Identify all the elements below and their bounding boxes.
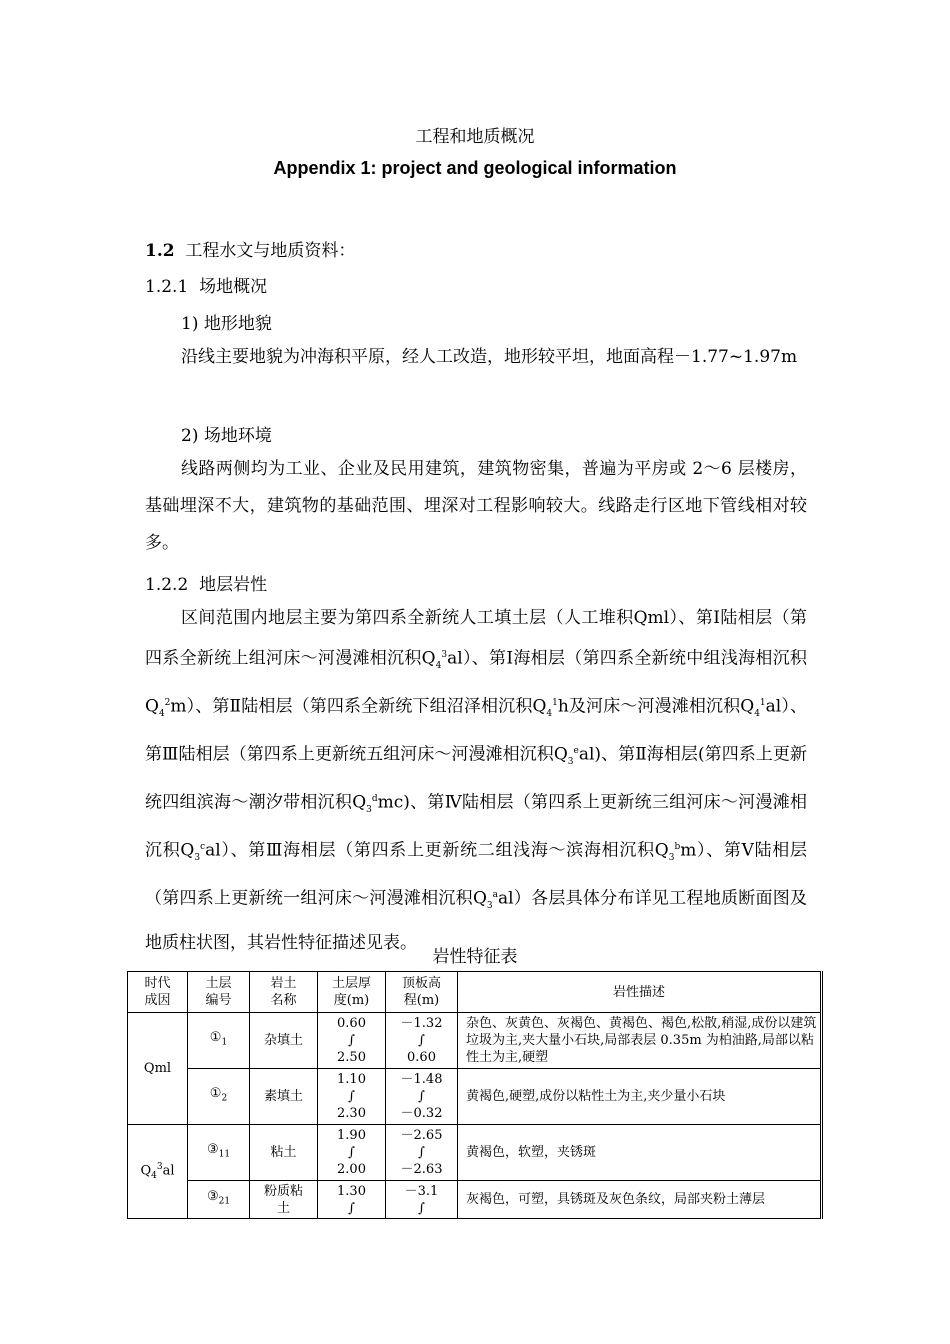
paragraph-strata: 区间范围内地层主要为第四系全新统人工填土层（人工堆积Qml）、第Ⅰ陆相层（第四系全新统上组河床～河漫滩相沉积$Q_4^3al$）、第Ⅰ海相层（第四系全新统中组浅海相沉积$Q_4^2m$）、第Ⅱ陆相层（第四系全新统下组沼泽相沉积$Q_4^1h$及河床～河漫滩相沉积$Q_4^1al$）、第Ⅲ陆相层（第四系上更新统五组河床～河漫滩相沉积$Q_3^eal$)、第Ⅱ海相层(第四系上更新统四组滨海～潮汐带相沉积$Q_3^dmc$)、第Ⅳ陆相层（第四系上更新统三组河床～河漫滩相沉积$Q_3^cal$）、第Ⅲ海相层（第四系上更新统二组浅海～滨海相沉积$Q_3^bm$）、第Ⅴ陆相层（第四系上更新统一组河床～河漫滩相沉积$Q_3^aal$）各层具体分布详见工程地质断面图及地质柱状图，其岩性特征描述见表。 <box>145 608 808 954</box>
section-number: 1.2 <box>145 241 175 261</box>
section-heading-1-2-2: 1.2.2 地层岩性 <box>145 575 268 595</box>
cell-description: 黄褐色，软塑，夹锈斑 <box>458 1125 822 1181</box>
cell-layer-no: $③_{11}$ <box>188 1125 250 1181</box>
cell-era: $Q_4^3al$ <box>128 1125 188 1219</box>
cell-description: 灰褐色，可塑，具锈斑及灰色条纹，局部夹粉土薄层 <box>458 1181 822 1219</box>
cell-layer-no: $①_1$ <box>188 1013 250 1069</box>
cell-thickness: 1.90 ∫ 2.00 <box>318 1125 386 1181</box>
table-row <box>128 1181 822 1219</box>
section-heading-1-2-1: 1.2.1 场地概况 <box>145 277 268 297</box>
table-header-row <box>128 972 822 1013</box>
cell-thickness: 0.60 ∫ 2.50 <box>318 1013 386 1069</box>
col-header-description: 岩性描述 <box>458 972 822 1013</box>
section-title: 工程水文与地质资料： <box>185 241 356 261</box>
col-header-thickness: 土层厚 度(m) <box>318 972 386 1013</box>
page-title-en: Appendix 1: project and geological information <box>273 158 677 178</box>
cell-era: Qml <box>128 1013 188 1125</box>
cell-thickness: 1.10 ∫ 2.30 <box>318 1069 386 1125</box>
cell-soil-name: 素填土 <box>250 1069 318 1125</box>
lithology-table <box>127 971 823 1219</box>
col-header-layer-no: 土层 编号 <box>188 972 250 1013</box>
table-row <box>128 1069 822 1125</box>
cell-top-elevation: －3.1 ∫ <box>386 1181 458 1219</box>
table-caption: 岩性特征表 <box>432 947 518 967</box>
table-row <box>128 1013 822 1069</box>
cell-soil-name: 杂填土 <box>250 1013 318 1069</box>
col-header-era: 时代 成因 <box>128 972 188 1013</box>
table-row <box>128 1125 822 1181</box>
cell-top-elevation: －1.32 ∫ 0.60 <box>386 1013 458 1069</box>
cell-description: 杂色、灰黄色、灰褐色、黄褐色、褐色,松散,稍湿,成份以建筑垃圾为主,夹大量小石块,局部表层 0.35m 为柏油路,局部以粘性土为主,硬塑 <box>458 1013 822 1069</box>
col-header-soil-name: 岩土 名称 <box>250 972 318 1013</box>
cell-top-elevation: －2.65 ∫ －2.63 <box>386 1125 458 1181</box>
paragraph-environment: 线路两侧均为工业、企业及民用建筑，建筑物密集，普遍为平房或 2～6 层楼房，基础埋深不大，建筑物的基础范围、埋深对工程影响较大。线路走行区地下管线相对较多。 <box>145 459 807 553</box>
cell-layer-no: $③_{21}$ <box>188 1181 250 1219</box>
page-title-cn: 工程和地质概况 <box>415 127 535 147</box>
cell-soil-name: 粘土 <box>250 1125 318 1181</box>
cell-thickness: 1.30 ∫ <box>318 1181 386 1219</box>
cell-top-elevation: －1.48 ∫ －0.32 <box>386 1069 458 1125</box>
subheading-terrain: 1) 地形地貌 <box>181 314 272 334</box>
paragraph-terrain: 沿线主要地貌为冲海积平原，经人工改造，地形较平坦，地面高程－1.77~1.97m <box>181 347 798 367</box>
subheading-environment: 2) 场地环境 <box>181 426 272 446</box>
cell-layer-no: $①_2$ <box>188 1069 250 1125</box>
cell-description: 黄褐色,硬塑,成份以粘性土为主,夹少量小石块 <box>458 1069 822 1125</box>
cell-soil-name: 粉质粘 土 <box>250 1181 318 1219</box>
col-header-top-elevation: 顶板高 程(m) <box>386 972 458 1013</box>
section-heading-1-2 <box>145 236 355 261</box>
